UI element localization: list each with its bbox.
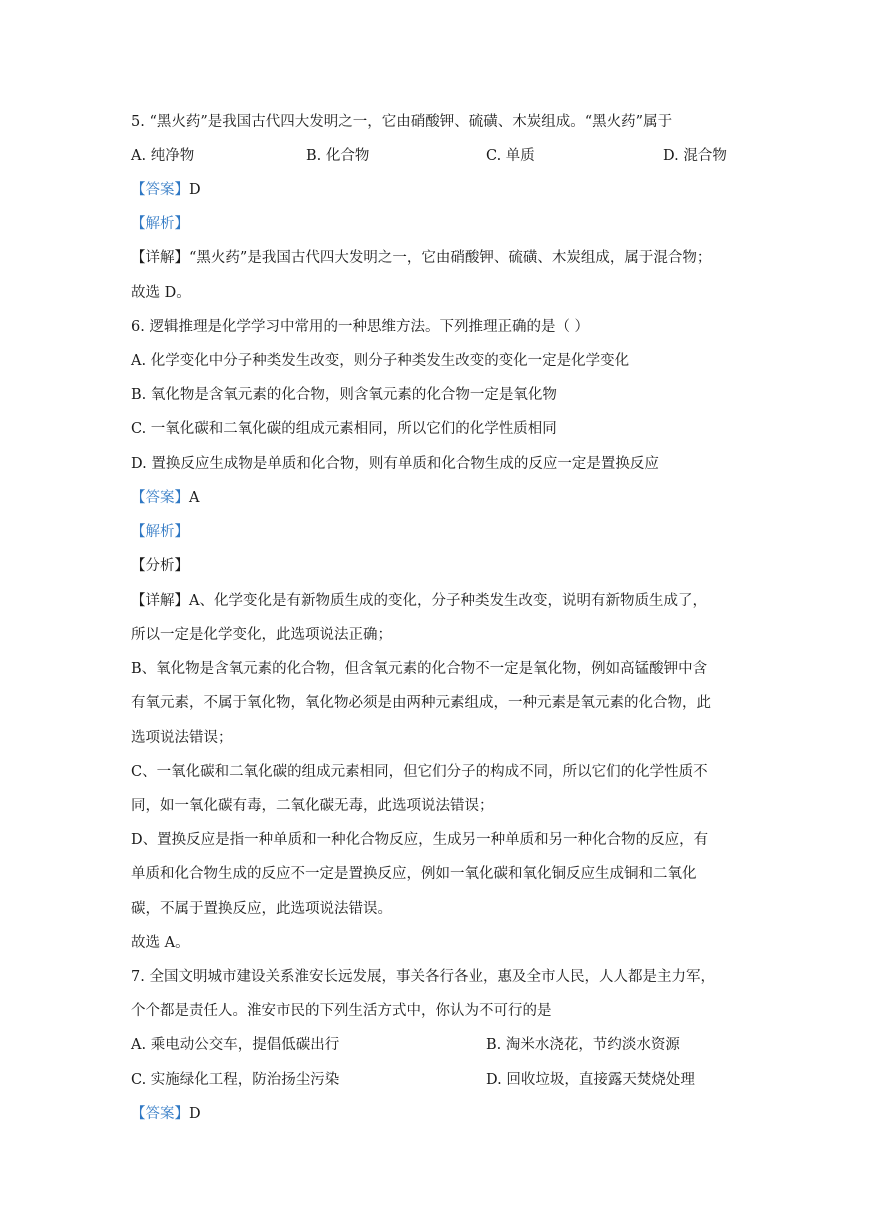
q6-detail-text: A、化学变化是有新物质生成的变化，分子种类发生改变，说明有新物质生成了，	[189, 593, 707, 609]
q6-detail-line-10: 碳，不属于置换反应，此选项说法错误。	[131, 901, 392, 917]
q5-answer-value: D	[189, 182, 201, 198]
q6-option-d: D. 置换反应生成物是单质和化合物，则有单质和化合物生成的反应一定是置换反应	[131, 456, 659, 472]
q6-detail-line-3: B、氧化物是含氧元素的化合物，但含氧元素的化合物不一定是氧化物，例如高锰酸钾中含	[131, 661, 708, 677]
q5-detail-line	[131, 248, 711, 268]
q7-stem-line-2: 个个都是责任人。淮安市民的下列生活方式中，你认为不可行的是	[131, 1003, 552, 1019]
q6-fenxi-tag: 【分析】	[131, 558, 189, 574]
q6-option-a: A. 化学变化中分子种类发生改变，则分子种类发生改变的变化一定是化学变化	[131, 353, 630, 369]
q5-option-a: A. 纯净物	[131, 148, 195, 164]
q6-option-c: C. 一氧化碳和二氧化碳的组成元素相同，所以它们的化学性质相同	[131, 421, 557, 437]
q5-analysis-tag: 【解析】	[131, 216, 189, 232]
q5-stem: 5. “黑火药”是我国古代四大发明之一，它由硝酸钾、硫磺、木炭组成。“黑火药”属于	[131, 114, 673, 130]
answer-tag: 【答案】	[131, 490, 189, 506]
q5-detail-text: “黑火药”是我国古代四大发明之一，它由硝酸钾、硫磺、木炭组成，属于混合物；	[189, 250, 712, 266]
q7-option-b: B. 淘米水浇花，节约淡水资源	[486, 1037, 680, 1053]
q7-option-a: A. 乘电动公交车，提倡低碳出行	[131, 1037, 340, 1053]
q7-answer-line	[131, 1104, 201, 1124]
q5-option-d: D. 混合物	[663, 148, 727, 164]
q6-detail-line-4: 有氧元素，不属于氧化物，氧化物必须是由两种元素组成，一种元素是氧元素的化合物，此	[131, 695, 711, 711]
q6-analysis-tag: 【解析】	[131, 524, 189, 540]
answer-tag: 【答案】	[131, 1106, 189, 1122]
q7-stem-line-1: 7. 全国文明城市建设关系淮安长远发展，事关各行各业，惠及全市人民，人人都是主力军，	[131, 969, 715, 985]
q6-detail-line-1	[131, 591, 707, 611]
q5-option-c: C. 单质	[486, 148, 535, 164]
q5-answer-line	[131, 180, 201, 200]
q6-detail-line-8: D、置换反应是指一种单质和一种化合物反应，生成另一种单质和另一种化合物的反应，有	[131, 832, 709, 848]
q6-answer-line	[131, 488, 199, 508]
q6-answer-value: A	[189, 490, 200, 506]
q7-option-c: C. 实施绿化工程，防治扬尘污染	[131, 1072, 340, 1088]
q7-answer-value: D	[189, 1106, 201, 1122]
q7-option-d: D. 回收垃圾，直接露天焚烧处理	[486, 1072, 695, 1088]
q5-option-b: B. 化合物	[306, 148, 370, 164]
q5-conclusion: 故选 D。	[131, 285, 191, 301]
q6-detail-line-2: 所以一定是化学变化，此选项说法正确；	[131, 627, 392, 643]
q6-detail-line-5: 选项说法错误；	[131, 730, 233, 746]
q6-option-b: B. 氧化物是含氧元素的化合物，则含氧元素的化合物一定是氧化物	[131, 387, 557, 403]
detail-tag: 【详解】	[131, 593, 189, 609]
q6-detail-line-6: C、一氧化碳和二氧化碳的组成元素相同，但它们分子的构成不同，所以它们的化学性质不	[131, 764, 708, 780]
q6-detail-line-9: 单质和化合物生成的反应不一定是置换反应，例如一氧化碳和氧化铜反应生成铜和二氧化	[131, 866, 697, 882]
q6-conclusion: 故选 A。	[131, 935, 190, 951]
q6-detail-line-7: 同，如一氧化碳有毒，二氧化碳无毒，此选项说法错误；	[131, 798, 494, 814]
detail-tag: 【详解】	[131, 250, 189, 266]
answer-tag: 【答案】	[131, 182, 189, 198]
q6-stem: 6. 逻辑推理是化学学习中常用的一种思维方法。下列推理正确的是（ ）	[131, 319, 590, 335]
